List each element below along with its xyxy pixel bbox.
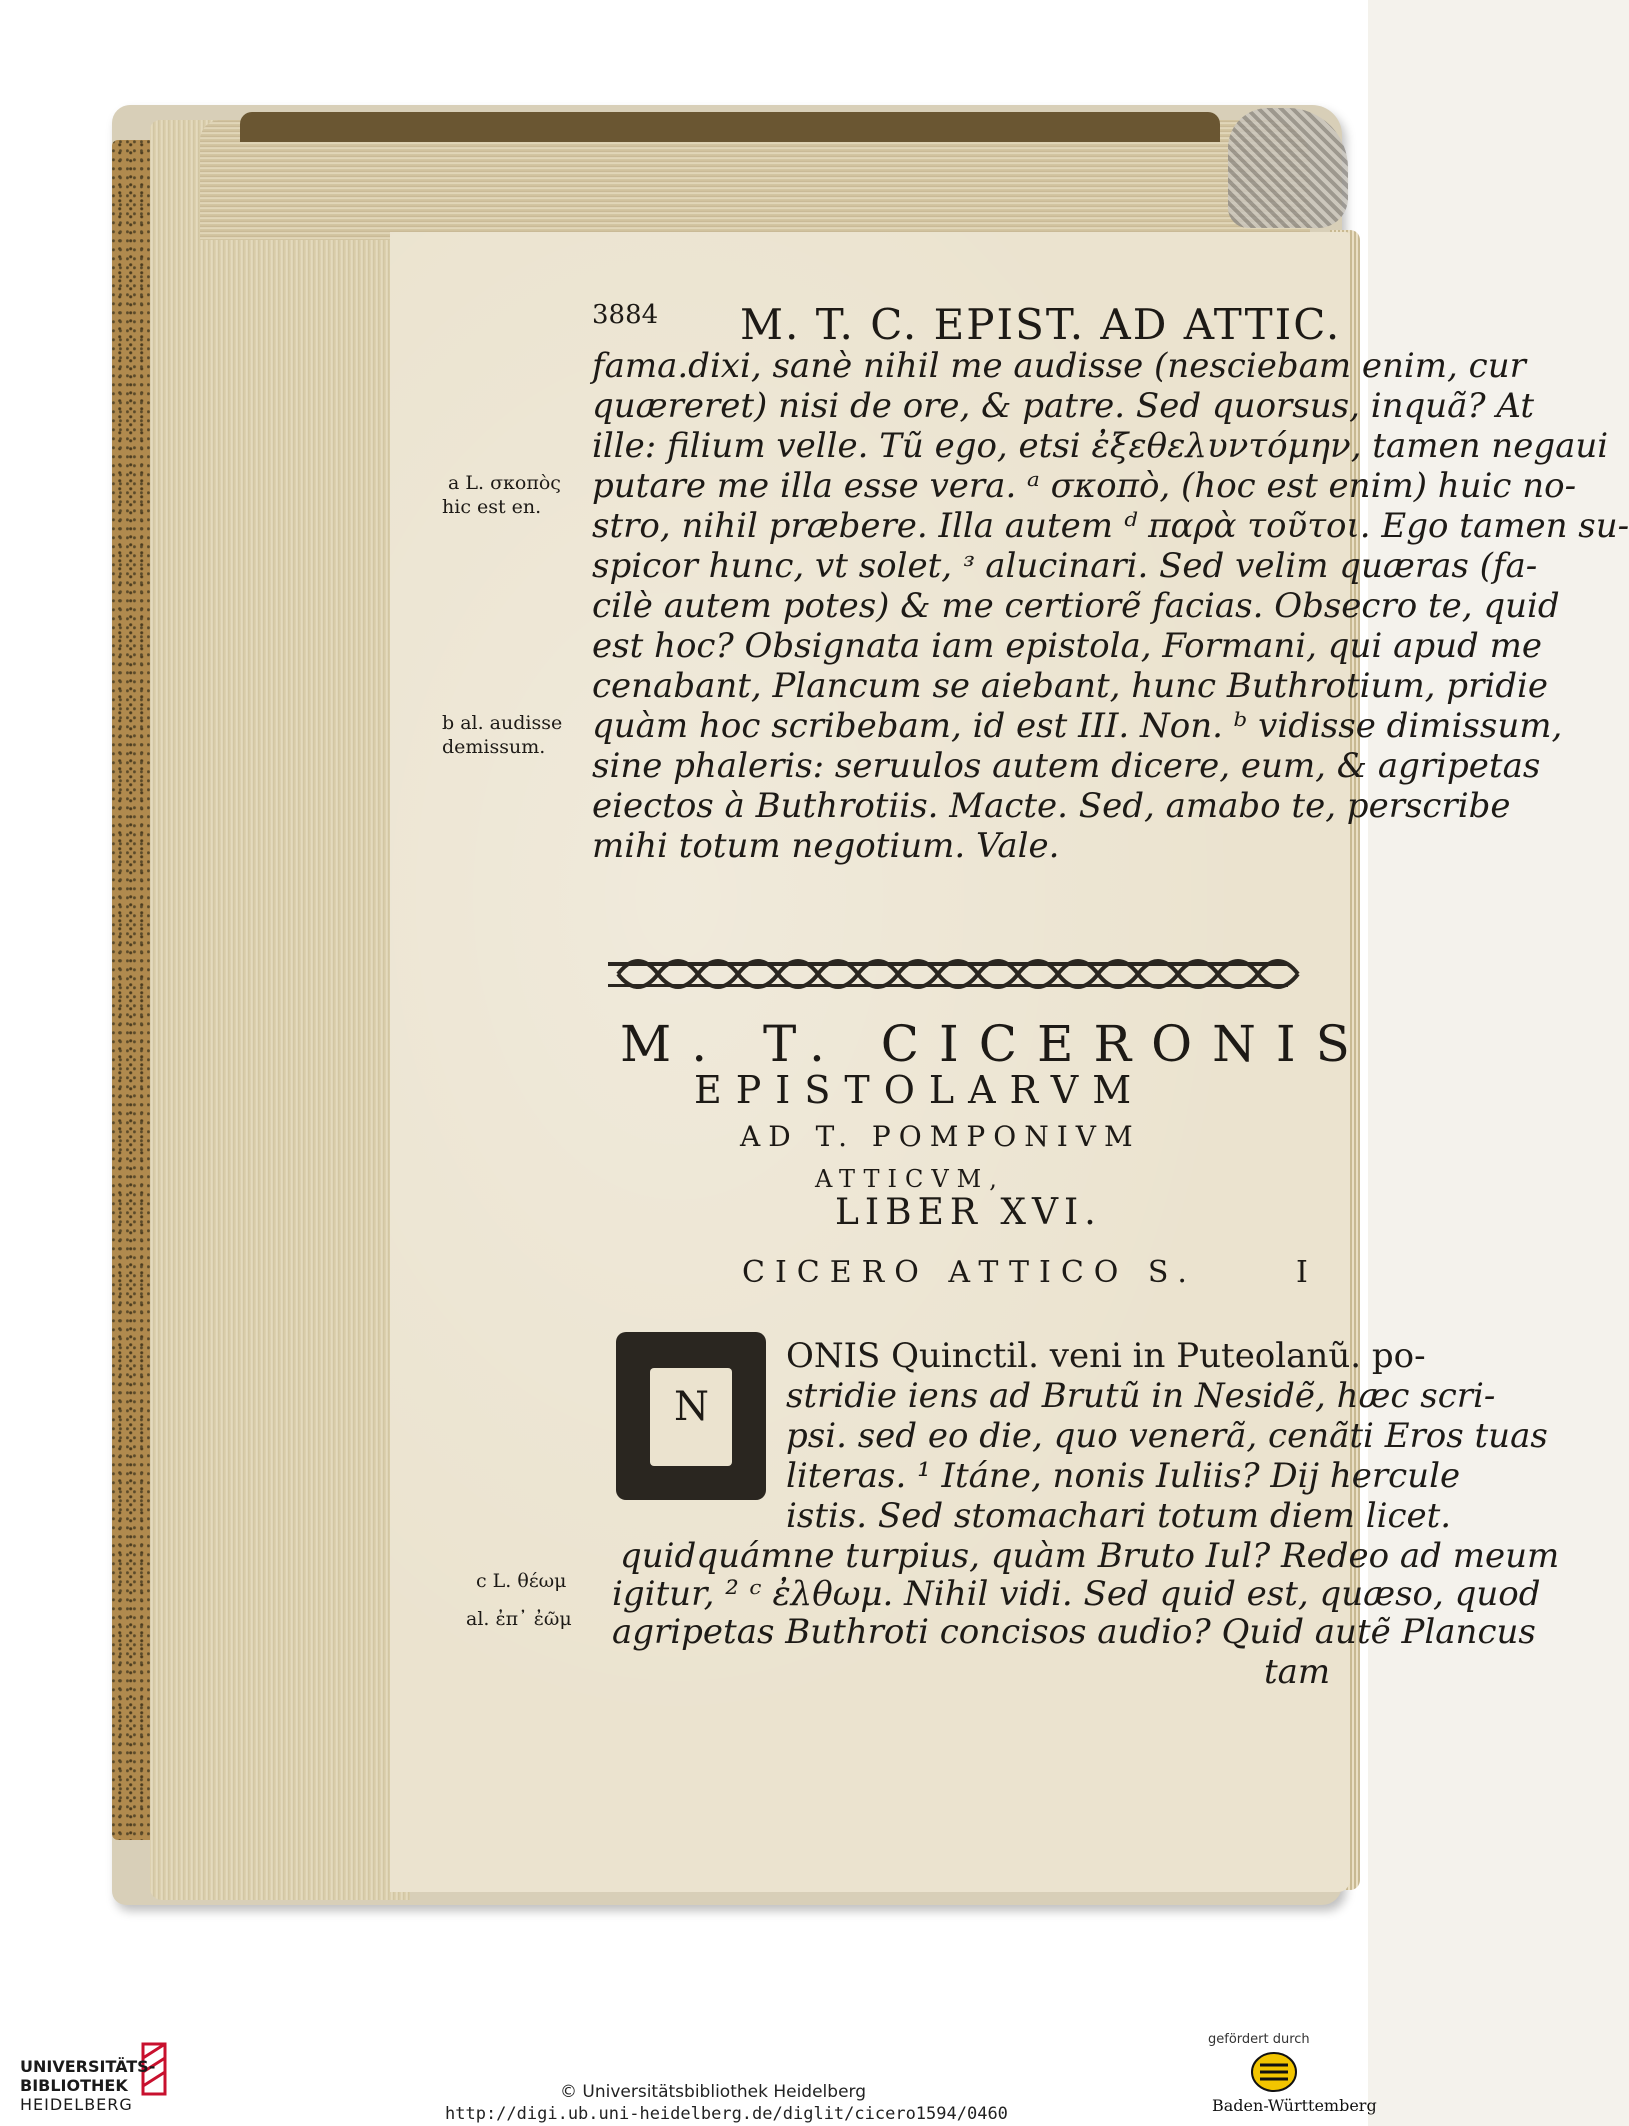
letter-line: istis. Sed stomachari totum diem licet. xyxy=(786,1496,1452,1536)
body-line: cenabant, Plancum se aiebant, hunc Buthrotium, pridie xyxy=(592,666,1548,706)
section-heading: CICERO ATTICO S. xyxy=(742,1255,1197,1290)
library-name-line2: BIBLIOTHEK xyxy=(20,2076,128,2095)
body-line: spicor hunc, vt solet, ᵌ alucinari. Sed velim quæras (fa- xyxy=(592,546,1538,586)
page-block-edge xyxy=(150,120,410,1900)
letter-line: ONIS Quinctil. veni in Puteolanũ. po- xyxy=(786,1336,1426,1376)
letter-line: tam xyxy=(1264,1652,1331,1692)
marginal-note: hic est en. xyxy=(442,496,542,518)
source-url-link[interactable]: http://digi.ub.uni-heidelberg.de/diglit/cicero1594/0460 xyxy=(445,2104,1008,2124)
marginal-note: a L. σκοπὸς xyxy=(448,472,561,494)
body-line: est hoc? Obsignata iam epistola, Formani, qui apud me xyxy=(592,626,1542,666)
book-title-line2: EPISTOLARVM xyxy=(694,1068,1146,1112)
marginal-note: b al. audisse xyxy=(442,712,563,734)
letter-line: literas. ¹ Itáne, nonis Iuliis? Dij hercule xyxy=(786,1456,1461,1496)
bw-coat-of-arms-icon xyxy=(1250,2051,1298,2093)
book-title-line3: AD T. POMPONIVM xyxy=(740,1120,1141,1153)
marginal-note: al. ἐπ᾽ ἐῶμ xyxy=(466,1608,572,1630)
ornament-band-icon xyxy=(608,932,1288,1012)
running-head: M. T. C. EPIST. AD ATTIC. xyxy=(740,300,1342,349)
book-title-line1: M. T. CICERONIS xyxy=(620,1015,1370,1073)
letter-line: igitur, ² ᶜ ἐλθωμ. Nihil vidi. Sed quid est, quæso, quod xyxy=(612,1574,1541,1614)
bookmark-ribbon xyxy=(1228,108,1348,228)
body-line: ille: filium velle. Tũ ego, etsi ἐξεθελυντόμην, tamen negaui xyxy=(592,426,1609,466)
initial-letter: N xyxy=(674,1384,709,1430)
library-name-line3: HEIDELBERG xyxy=(20,2095,133,2114)
page-number: 3884 xyxy=(592,300,659,330)
letter-line: agripetas Buthroti concisos audio? Quid autẽ Plancus xyxy=(612,1612,1536,1652)
letter-line: psi. sed eo die, quo venerã, cenãti Eros tuas xyxy=(786,1416,1548,1456)
funding-label: gefördert durch xyxy=(1208,2032,1310,2047)
copyright-notice: © Universitätsbibliothek Heidelberg xyxy=(560,2082,867,2102)
book-title-line5: LIBER XVI. xyxy=(835,1192,1102,1233)
marginal-note: demissum. xyxy=(442,736,546,758)
body-line: cilè autem potes) & me certiorẽ facias. Obsecro te, quid xyxy=(592,586,1560,626)
body-line: eiectos à Buthrotiis. Macte. Sed, amabo te, perscribe xyxy=(592,786,1511,826)
body-line: mihi totum negotium. Vale. xyxy=(592,826,1060,866)
body-line: sine phaleris: seruulos autem dicere, eum, & agripetas xyxy=(592,746,1541,786)
body-line: stro, nihil præbere. Illa autem ᵈ παρὰ τοῦτοι. Ego tamen su- xyxy=(592,506,1629,546)
letter-line: stridie iens ad Brutũ in Nesidẽ, hæc scri- xyxy=(786,1376,1496,1416)
marginal-note: c L. θέωμ xyxy=(476,1570,567,1592)
body-line: fama.dixi, sanè nihil me audisse (nesciebam enim, cur xyxy=(592,346,1526,386)
library-name-line1: UNIVERSITÄTS- xyxy=(20,2057,156,2076)
body-line: quàm hoc scribebam, id est III. Non. ᵇ vidisse dimissum, xyxy=(592,706,1563,746)
letter-line: quidquámne turpius, quàm Bruto Iul? Redeo ad meum xyxy=(620,1536,1560,1576)
body-line: quæreret) nisi de ore, & patre. Sed quorsus, inquã? At xyxy=(592,386,1535,426)
book-title-line4: ATTICVM, xyxy=(815,1165,1005,1193)
funder-name: Baden-Württemberg xyxy=(1212,2096,1377,2115)
top-edge-shadow xyxy=(240,112,1220,142)
body-line: putare me illa esse vera. ᵃ σκοπὸ, (hoc est enim) huic no- xyxy=(592,466,1577,506)
section-number: I xyxy=(1296,1255,1308,1290)
